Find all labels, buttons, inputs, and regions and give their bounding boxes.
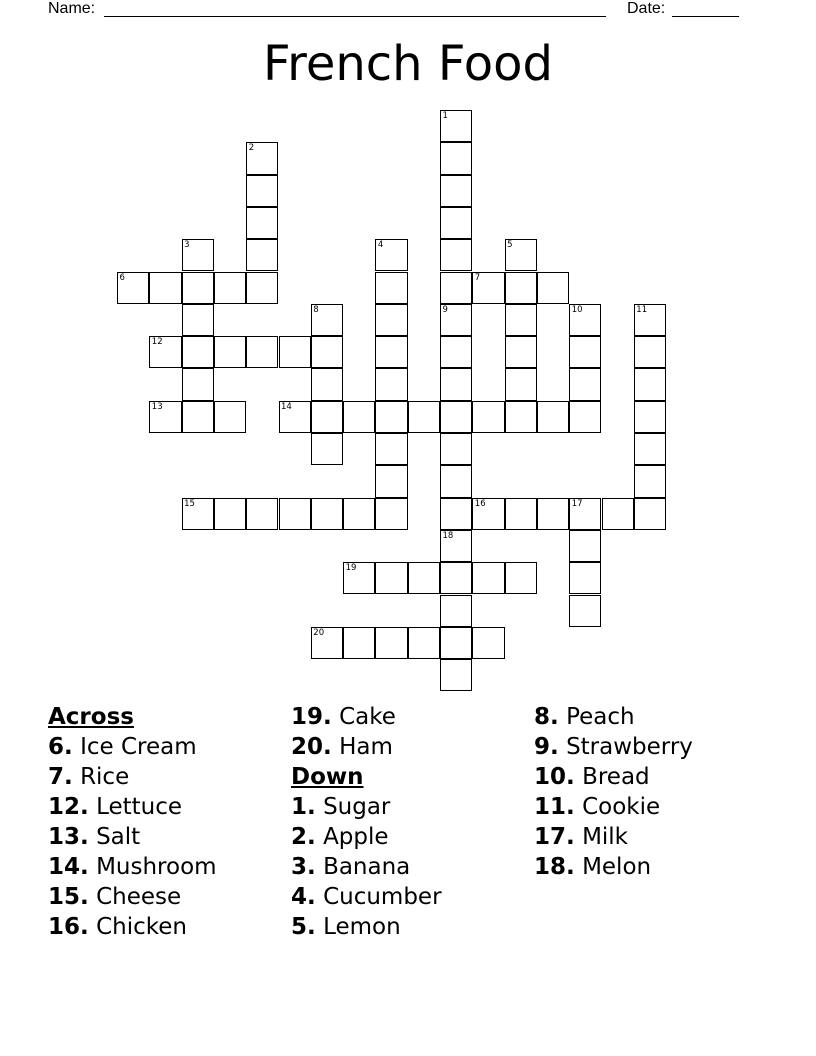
grid-cell[interactable] [311,304,343,336]
clue-number: 1 [442,111,448,121]
clue-number: 15 [184,498,195,509]
clue-down-4: 4. Cucumber [291,884,442,910]
grid-cell[interactable] [537,498,569,530]
clue-number: 4 [377,240,384,251]
grid-cell[interactable] [149,401,181,433]
grid-cell[interactable] [182,239,214,271]
grid-cell[interactable] [214,272,246,304]
grid-cell[interactable] [537,401,569,433]
grid-cell[interactable] [505,368,537,400]
grid-cell[interactable] [343,401,375,433]
grid-cell[interactable] [440,595,472,627]
grid-cell[interactable] [279,498,311,530]
grid-cell[interactable] [246,239,278,271]
grid-cell[interactable] [569,401,601,433]
clue-number: 7 [474,272,481,283]
grid-cell[interactable] [375,368,407,400]
grid-cell[interactable] [440,142,472,174]
grid-cell[interactable] [375,498,407,530]
grid-cell[interactable] [182,498,214,530]
grid-cell[interactable] [505,336,537,368]
name-label: Name: [48,0,96,17]
grid-cell[interactable] [440,239,472,271]
clue-across-6: 6. Ice Cream [48,734,197,760]
grid-cell[interactable] [279,336,311,368]
grid-cell[interactable] [182,401,214,433]
grid-cell[interactable] [246,175,278,207]
grid-cell[interactable] [182,336,214,368]
grid-cell[interactable] [440,175,472,207]
grid-cell[interactable] [440,530,472,562]
grid-cell[interactable] [505,498,537,530]
clue-down-5: 5. Lemon [291,914,401,940]
grid-cell[interactable] [246,336,278,368]
grid-cell[interactable] [440,368,472,400]
clue-down-3: 3. Banana [291,854,411,880]
grid-cell[interactable] [279,401,311,433]
grid-cell[interactable] [634,368,666,400]
down-heading: Down [291,764,364,790]
grid-cell[interactable] [634,433,666,465]
grid-cell[interactable] [149,272,181,304]
grid-cell[interactable] [149,336,181,368]
clue-number: 18 [442,530,454,541]
clue-across-14: 14. Mushroom [48,854,217,880]
grid-cell[interactable] [505,272,537,304]
grid-cell[interactable] [472,498,504,530]
grid-cell[interactable] [634,401,666,433]
grid-cell[interactable] [311,433,343,465]
date-label: Date: [627,0,666,17]
clue-number: 3 [184,240,190,251]
clue-across-7: 7. Rice [48,764,130,790]
clue-down-2: 2. Apple [291,824,389,850]
header-row [48,0,748,20]
grid-cell[interactable] [537,272,569,304]
grid-cell[interactable] [311,627,343,659]
grid-cell[interactable] [343,498,375,530]
across-heading: Across [48,704,134,730]
grid-cell[interactable] [440,336,472,368]
grid-cell[interactable] [375,239,407,271]
grid-cell[interactable] [569,498,601,530]
clue-down-1: 1. Sugar [291,794,391,820]
grid-cell[interactable] [311,401,343,433]
clues-column-2 [291,702,442,942]
grid-cell[interactable] [634,465,666,497]
grid-cell[interactable] [505,401,537,433]
grid-cell[interactable] [375,465,407,497]
grid-cell[interactable] [408,627,440,659]
grid-cell[interactable] [343,562,375,594]
clue-number: 9 [442,304,448,315]
clue-number: 12 [151,337,163,348]
grid-cell[interactable] [634,498,666,530]
clue-down-11: 11. Cookie [534,794,661,820]
grid-cell[interactable] [246,272,278,304]
grid-cell[interactable] [505,304,537,336]
clue-number: 10 [571,304,583,315]
grid-cell[interactable] [505,562,537,594]
grid-cell[interactable] [440,401,472,433]
grid-cell[interactable] [311,336,343,368]
clue-number: 5 [507,240,513,251]
grid-cell[interactable] [182,272,214,304]
grid-cell[interactable] [569,562,601,594]
grid-cell[interactable] [375,562,407,594]
clue-down-18: 18. Melon [534,854,652,880]
grid-cell[interactable] [246,498,278,530]
grid-cell[interactable] [214,401,246,433]
grid-cell[interactable] [569,530,601,562]
page-title: French Food [263,36,553,92]
crossword-grid [117,110,667,692]
grid-cell[interactable] [472,401,504,433]
clue-number: 14 [281,401,292,412]
grid-cell[interactable] [569,368,601,400]
grid-cell[interactable] [440,304,472,336]
grid-cell[interactable] [117,272,149,304]
clue-number: 11 [636,304,648,315]
grid-cell[interactable] [440,433,472,465]
grid-cell[interactable] [182,368,214,400]
grid-cell[interactable] [375,433,407,465]
clue-number: 8 [313,304,319,315]
grid-cell[interactable] [602,498,634,530]
grid-cell[interactable] [375,336,407,368]
grid-cell[interactable] [375,272,407,304]
clue-number: 17 [571,498,583,509]
grid-cell[interactable] [343,627,375,659]
grid-cell[interactable] [472,272,504,304]
clue-down-9: 9. Strawberry [534,734,693,760]
clues-column-3 [534,702,693,882]
grid-cell[interactable] [246,142,278,174]
clue-number: 2 [248,143,255,154]
grid-cell[interactable] [182,304,214,336]
clue-number: 19 [345,563,357,574]
name-field[interactable] [104,0,606,17]
clue-number: 20 [313,627,325,638]
clue-down-10: 10. Bread [534,764,650,790]
grid-cell[interactable] [634,336,666,368]
grid-cell[interactable] [440,110,472,142]
grid-cell[interactable] [440,627,472,659]
grid-cell[interactable] [472,627,504,659]
grid-cell[interactable] [375,304,407,336]
grid-cell[interactable] [408,401,440,433]
clue-across-12: 12. Lettuce [48,794,183,820]
grid-cell[interactable] [214,498,246,530]
clue-down-8: 8. Peach [534,704,635,730]
grid-cell[interactable] [440,659,472,691]
grid-cell[interactable] [569,304,601,336]
grid-cell[interactable] [505,239,537,271]
grid-cell[interactable] [569,336,601,368]
clue-across-20: 20. Ham [291,734,393,760]
grid-cell[interactable] [634,304,666,336]
grid-cell[interactable] [440,272,472,304]
clue-number: 6 [119,272,125,283]
grid-cell[interactable] [440,498,472,530]
grid-cell[interactable] [440,562,472,594]
grid-cell[interactable] [311,368,343,400]
grid-cell[interactable] [311,498,343,530]
clues-column-1 [48,702,217,942]
clue-across-16: 16. Chicken [48,914,187,940]
grid-cell[interactable] [375,401,407,433]
grid-cell[interactable] [408,562,440,594]
date-field[interactable] [672,0,739,17]
clue-across-15: 15. Cheese [48,884,182,910]
grid-cell[interactable] [246,207,278,239]
clue-number: 16 [474,498,486,509]
grid-cell[interactable] [440,207,472,239]
grid-cell[interactable] [440,465,472,497]
clue-across-19: 19. Cake [291,704,396,730]
grid-cell[interactable] [472,562,504,594]
grid-cell[interactable] [375,627,407,659]
grid-cell[interactable] [214,336,246,368]
grid-cell[interactable] [569,595,601,627]
clue-across-13: 13. Salt [48,824,141,850]
clue-down-17: 17. Milk [534,824,629,850]
clue-number: 13 [151,401,163,412]
